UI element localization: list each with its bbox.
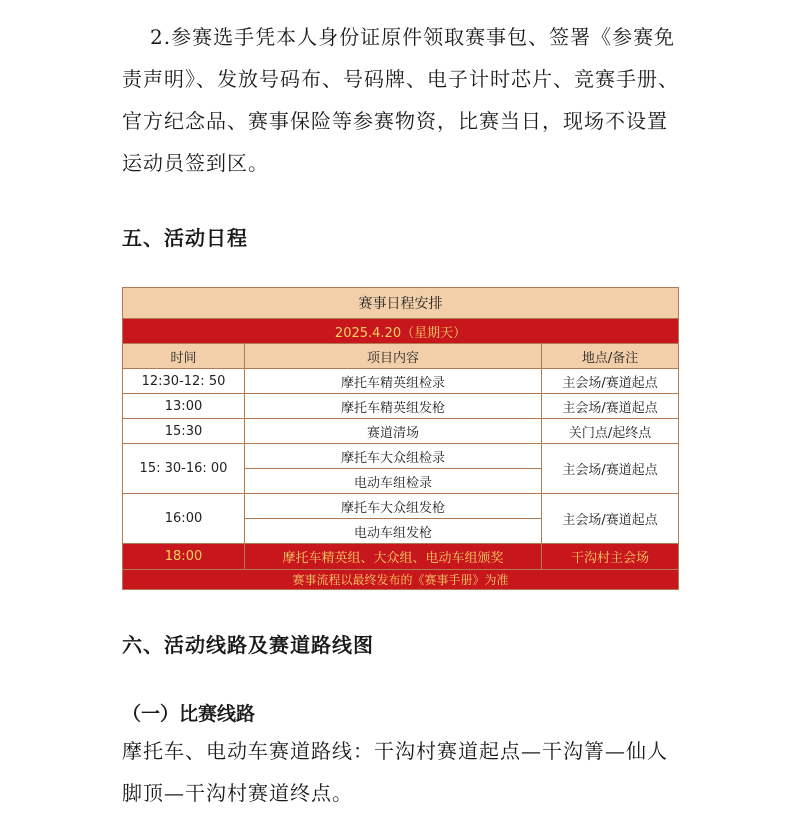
group1-place: 主会场/赛道起点 bbox=[542, 444, 679, 494]
header-content: 项目内容 bbox=[245, 344, 542, 369]
row-place: 关门点/起终点 bbox=[542, 419, 679, 444]
section-six-heading: 六、活动线路及赛道路线图 bbox=[122, 633, 374, 657]
award-time: 18:00 bbox=[123, 544, 245, 570]
row-content: 摩托车精英组检录 bbox=[245, 369, 542, 394]
group1-time: 15: 30-16: 00 bbox=[123, 444, 245, 494]
row-place: 主会场/赛道起点 bbox=[542, 369, 679, 394]
schedule-title: 赛事日程安排 bbox=[123, 288, 679, 319]
row-content: 摩托车精英组发枪 bbox=[245, 394, 542, 419]
section-five-heading: 五、活动日程 bbox=[122, 226, 248, 250]
schedule-date: 2025.4.20（星期天） bbox=[123, 319, 679, 344]
row-time: 12:30-12: 50 bbox=[123, 369, 245, 394]
footnote-row bbox=[123, 570, 679, 590]
row-time: 13:00 bbox=[123, 394, 245, 419]
schedule-table bbox=[122, 287, 679, 590]
table-row bbox=[123, 444, 679, 469]
schedule-date-row bbox=[123, 319, 679, 344]
header-time: 时间 bbox=[123, 344, 245, 369]
subsection-one-heading: （一）比赛线路 bbox=[122, 703, 256, 725]
group1-item: 电动车组检录 bbox=[245, 469, 542, 494]
award-row bbox=[123, 544, 679, 570]
table-row bbox=[123, 419, 679, 444]
group2-item: 电动车组发枪 bbox=[245, 519, 542, 544]
group2-time: 16:00 bbox=[123, 494, 245, 544]
header-place: 地点/备注 bbox=[542, 344, 679, 369]
schedule-header-row bbox=[123, 344, 679, 369]
row-time: 15:30 bbox=[123, 419, 245, 444]
row-place: 主会场/赛道起点 bbox=[542, 394, 679, 419]
table-row bbox=[123, 394, 679, 419]
group2-place: 主会场/赛道起点 bbox=[542, 494, 679, 544]
row-content: 赛道清场 bbox=[245, 419, 542, 444]
group1-item: 摩托车大众组检录 bbox=[245, 444, 542, 469]
registration-paragraph: 2.参赛选手凭本人身份证原件领取赛事包、签署《参赛免责声明》、发放号码布、号码牌、电子计时芯片、竞赛手册、官方纪念品、赛事保险等参赛物资，比赛当日，现场不设置运动员签到区。 bbox=[122, 25, 679, 175]
schedule-title-row bbox=[123, 288, 679, 319]
table-row bbox=[123, 369, 679, 394]
table-row bbox=[123, 494, 679, 519]
schedule-footnote: 赛事流程以最终发布的《赛事手册》为准 bbox=[123, 570, 679, 590]
group2-item: 摩托车大众组发枪 bbox=[245, 494, 542, 519]
award-place: 干沟村主会场 bbox=[542, 544, 679, 570]
route-paragraph: 摩托车、电动车赛道路线：干沟村赛道起点—干沟箐—仙人脚顶—干沟村赛道终点。 bbox=[122, 739, 668, 805]
award-content: 摩托车精英组、大众组、电动车组颁奖 bbox=[245, 544, 542, 570]
